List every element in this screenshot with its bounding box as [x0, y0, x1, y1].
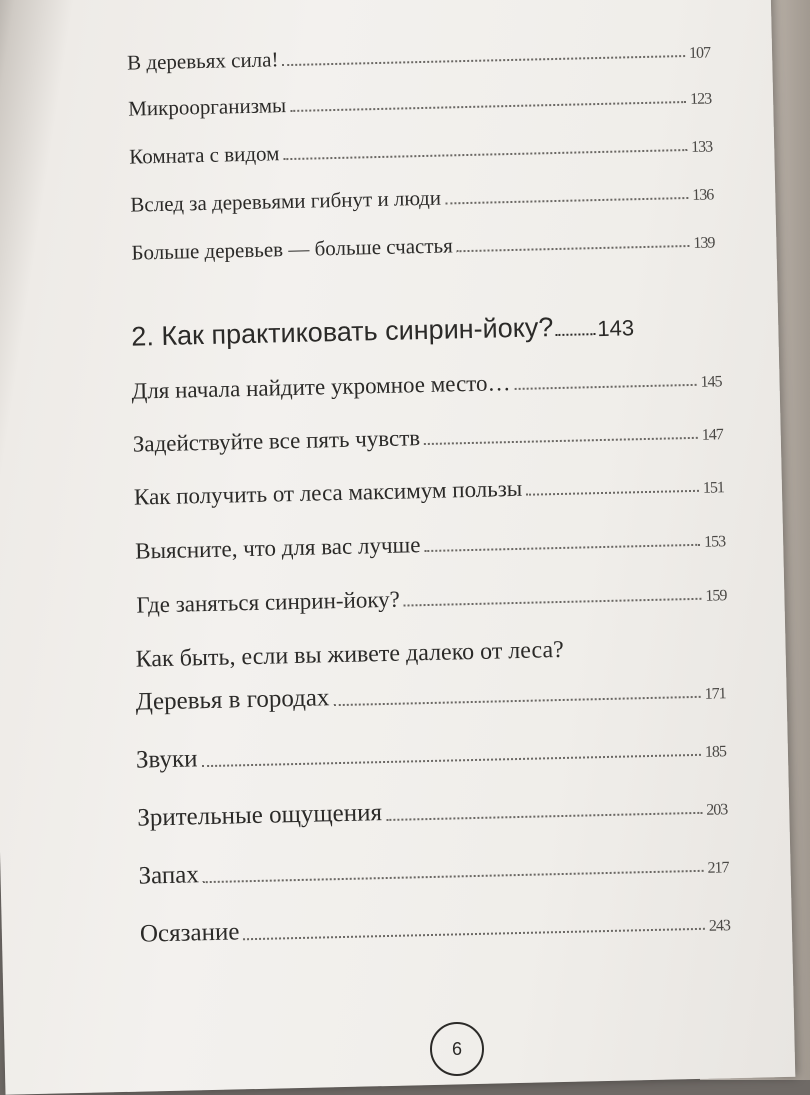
- toc-entry-title: Где заняться синрин-йоку?: [136, 586, 401, 618]
- dot-leader: [555, 332, 595, 336]
- toc-entry-title: Микроорганизмы: [127, 93, 287, 121]
- dot-leader: [404, 597, 702, 607]
- dot-leader: [283, 148, 687, 160]
- toc-entry: [138, 849, 728, 890]
- toc-entry: [136, 579, 726, 618]
- dot-leader: [203, 869, 704, 883]
- toc-entry-title: Выясните, что для вас лучше: [134, 532, 421, 564]
- toc-entry-page: 151: [702, 479, 725, 497]
- dot-leader: [202, 753, 701, 767]
- toc-entry-page: 185: [704, 743, 727, 761]
- toc-entry: [128, 83, 711, 121]
- toc-entry-page: 171: [704, 685, 726, 703]
- toc-entry: [129, 131, 712, 169]
- toc-entry: [134, 471, 724, 510]
- dot-leader: [424, 543, 700, 552]
- toc-entry: [140, 907, 730, 948]
- toc-entry-page: 159: [705, 587, 727, 605]
- toc-entry: [131, 365, 721, 404]
- page-number: 6: [451, 1038, 462, 1059]
- dot-leader: [515, 383, 697, 390]
- toc-entry-title: Осязание: [139, 918, 240, 948]
- toc-entry: [127, 37, 710, 75]
- toc-entry-title: Звуки: [135, 745, 198, 774]
- toc-entry-title: Зрительные ощущения: [136, 799, 383, 832]
- toc-entry: [130, 179, 713, 217]
- dot-leader: [283, 54, 686, 66]
- page-number-badge: [430, 1022, 484, 1076]
- toc-entry-title: Деревья в городах: [135, 684, 330, 716]
- dot-leader: [290, 100, 686, 112]
- toc-entry-title: Задействуйте все пять чувств: [132, 425, 421, 457]
- dot-leader: [424, 436, 698, 445]
- toc-entry-page: 217: [707, 859, 729, 877]
- toc-entry-page: 136: [692, 186, 714, 204]
- dot-leader: [334, 695, 701, 706]
- dot-leader: [457, 244, 690, 252]
- toc-entry-title: В деревьях сила!: [126, 47, 279, 75]
- toc-entry-title: Больше деревьев — больше счастья: [131, 233, 454, 265]
- toc-entry: [133, 418, 723, 457]
- toc-entry: [131, 227, 714, 265]
- chapter-title: 2. Как практиковать синрин-йоку?: [131, 312, 554, 352]
- toc-entry: [135, 525, 725, 564]
- toc-entry-title: Как получить от леса максимум пользы: [133, 475, 523, 510]
- toc-entry-page: 133: [691, 138, 713, 156]
- subsection-heading: Как быть, если вы живете далеко от леса?: [135, 636, 565, 673]
- dot-leader: [445, 196, 688, 205]
- toc-entry-page: 107: [688, 44, 711, 62]
- toc-entry-page: 145: [700, 373, 722, 391]
- toc-entry-title: Вслед за деревьями гибнут и люди: [130, 185, 442, 217]
- toc-entry-title: Запах: [138, 861, 200, 890]
- toc-entry-page: 153: [703, 533, 726, 551]
- toc-entry-title: Для начала найдите укромное место…: [131, 370, 511, 404]
- chapter-page: 143: [597, 315, 635, 342]
- toc-entry: [135, 675, 725, 716]
- chapter-heading: [131, 310, 634, 352]
- toc-entry-page: 147: [701, 426, 723, 444]
- dot-leader: [243, 927, 704, 940]
- toc-entry: [136, 733, 726, 774]
- toc-entry-page: 123: [689, 90, 712, 108]
- toc-entry-title: Комната с видом: [129, 141, 280, 169]
- toc-entry: [137, 791, 727, 832]
- toc-entry-page: 243: [708, 917, 731, 935]
- toc-entry-page: 203: [706, 801, 728, 819]
- dot-leader: [526, 489, 699, 496]
- toc-entry-page: 139: [693, 234, 715, 252]
- dot-leader: [386, 811, 702, 821]
